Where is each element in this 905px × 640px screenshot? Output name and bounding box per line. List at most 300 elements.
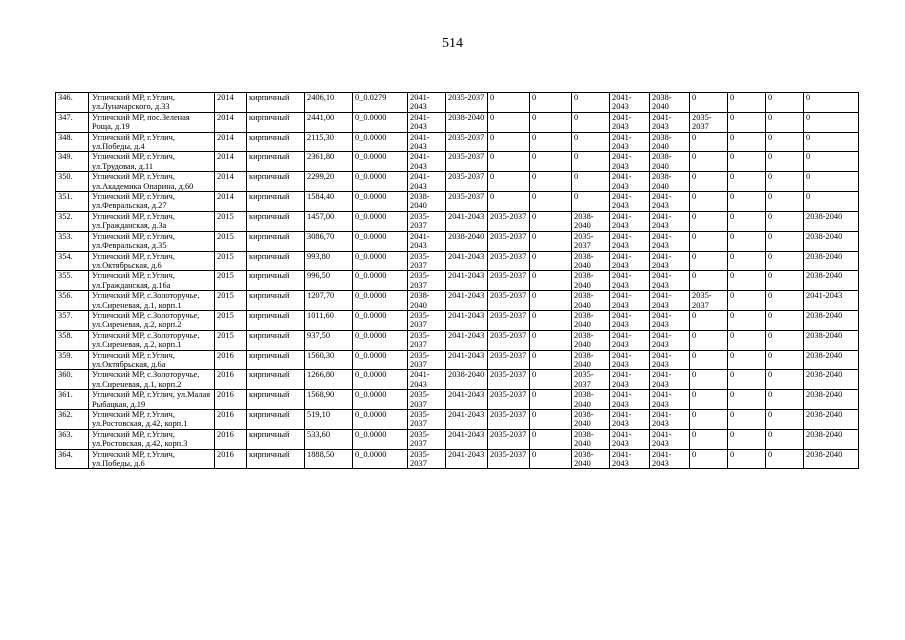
cell-period-3: 0 bbox=[488, 152, 530, 172]
cell-period-9: 0 bbox=[728, 192, 766, 212]
cell-period-5: 0 bbox=[572, 152, 610, 172]
cell-period-7: 2041-2043 bbox=[650, 370, 690, 390]
cell-period-9: 0 bbox=[728, 370, 766, 390]
cell-wall-material: кирпичный bbox=[247, 350, 305, 370]
cell-year: 2016 bbox=[215, 410, 247, 430]
cell-period-11: 2038-2040 bbox=[804, 449, 859, 469]
cell-period-4: 0 bbox=[530, 310, 572, 330]
cell-period-3: 2035-2037 bbox=[488, 410, 530, 430]
cell-period-10: 0 bbox=[766, 152, 804, 172]
cell-period-2: 2035-2037 bbox=[446, 172, 488, 192]
cell-area: 2361,80 bbox=[305, 152, 353, 172]
cell-year: 2014 bbox=[215, 152, 247, 172]
table-row bbox=[56, 152, 859, 172]
cell-period-2: 2041-2043 bbox=[446, 330, 488, 350]
cell-period-6: 2041-2043 bbox=[610, 112, 650, 132]
cell-year: 2015 bbox=[215, 310, 247, 330]
cell-area: 1457,00 bbox=[305, 211, 353, 231]
cell-wall-material: кирпичный bbox=[247, 390, 305, 410]
cell-period-1: 2035-2037 bbox=[408, 390, 446, 410]
cell-period-3: 0 bbox=[488, 93, 530, 113]
cell-wear-index: 0_0.0000 bbox=[353, 192, 408, 212]
cell-period-9: 0 bbox=[728, 429, 766, 449]
cell-period-7: 2041-2043 bbox=[650, 429, 690, 449]
cell-period-7: 2041-2043 bbox=[650, 211, 690, 231]
cell-period-7: 2041-2043 bbox=[650, 310, 690, 330]
cell-period-8: 2035-2037 bbox=[690, 112, 728, 132]
cell-area: 533,60 bbox=[305, 429, 353, 449]
cell-wall-material: кирпичный bbox=[247, 172, 305, 192]
cell-wear-index: 0_0.0000 bbox=[353, 112, 408, 132]
cell-address: Угличский МР, г.Углич, ул.Ростовская, д.42, корп.3 bbox=[89, 429, 215, 449]
cell-wear-index: 0_0.0000 bbox=[353, 449, 408, 469]
cell-period-3: 2035-2037 bbox=[488, 211, 530, 231]
table-row bbox=[56, 112, 859, 132]
cell-period-5: 2038-2040 bbox=[572, 429, 610, 449]
cell-address: Угличский МР, г.Углич, ул.Гражданская, д.16а bbox=[89, 271, 215, 291]
table-row bbox=[56, 350, 859, 370]
cell-row-number: 354. bbox=[56, 251, 89, 271]
cell-year: 2016 bbox=[215, 449, 247, 469]
cell-period-7: 2041-2043 bbox=[650, 390, 690, 410]
table-row bbox=[56, 251, 859, 271]
cell-period-5: 2035-2037 bbox=[572, 231, 610, 251]
cell-period-1: 2041-2043 bbox=[408, 132, 446, 152]
cell-period-3: 0 bbox=[488, 192, 530, 212]
cell-wear-index: 0_0.0000 bbox=[353, 390, 408, 410]
cell-row-number: 349. bbox=[56, 152, 89, 172]
cell-year: 2016 bbox=[215, 370, 247, 390]
cell-row-number: 353. bbox=[56, 231, 89, 251]
cell-period-5: 0 bbox=[572, 93, 610, 113]
cell-period-6: 2041-2043 bbox=[610, 350, 650, 370]
cell-period-2: 2041-2043 bbox=[446, 350, 488, 370]
cell-period-8: 0 bbox=[690, 370, 728, 390]
cell-period-10: 0 bbox=[766, 172, 804, 192]
cell-row-number: 361. bbox=[56, 390, 89, 410]
cell-period-1: 2035-2037 bbox=[408, 410, 446, 430]
cell-period-8: 0 bbox=[690, 211, 728, 231]
cell-year: 2015 bbox=[215, 251, 247, 271]
cell-row-number: 359. bbox=[56, 350, 89, 370]
cell-area: 996,50 bbox=[305, 271, 353, 291]
cell-period-8: 0 bbox=[690, 330, 728, 350]
cell-period-4: 0 bbox=[530, 330, 572, 350]
cell-period-5: 0 bbox=[572, 112, 610, 132]
cell-period-9: 0 bbox=[728, 152, 766, 172]
cell-period-11: 2038-2040 bbox=[804, 211, 859, 231]
cell-period-3: 2035-2037 bbox=[488, 449, 530, 469]
table-row bbox=[56, 93, 859, 113]
cell-period-9: 0 bbox=[728, 251, 766, 271]
cell-period-8: 0 bbox=[690, 429, 728, 449]
table-row bbox=[56, 390, 859, 410]
cell-period-9: 0 bbox=[728, 211, 766, 231]
cell-address: Угличский МР, с.Золоторучье, ул.Сиреневая, д.1, корп.1 bbox=[89, 291, 215, 311]
cell-period-8: 2035-2037 bbox=[690, 291, 728, 311]
cell-address: Угличский МР, г.Углич, ул.Трудовая, д.11 bbox=[89, 152, 215, 172]
cell-year: 2016 bbox=[215, 350, 247, 370]
cell-row-number: 362. bbox=[56, 410, 89, 430]
cell-address: Угличский МР, г.Углич, ул.Октябрьская, д.6 bbox=[89, 251, 215, 271]
cell-period-3: 2035-2037 bbox=[488, 390, 530, 410]
cell-period-8: 0 bbox=[690, 251, 728, 271]
cell-address: Угличский МР, с.Золоторучье, ул.Сиреневая, д.1, корп.2 bbox=[89, 370, 215, 390]
cell-period-2: 2041-2043 bbox=[446, 271, 488, 291]
cell-period-2: 2041-2043 bbox=[446, 390, 488, 410]
cell-period-8: 0 bbox=[690, 192, 728, 212]
cell-period-3: 0 bbox=[488, 172, 530, 192]
cell-period-3: 2035-2037 bbox=[488, 310, 530, 330]
cell-period-8: 0 bbox=[690, 449, 728, 469]
cell-period-5: 2038-2040 bbox=[572, 390, 610, 410]
page-number: 514 bbox=[442, 36, 463, 51]
cell-period-7: 2041-2043 bbox=[650, 251, 690, 271]
cell-period-6: 2041-2043 bbox=[610, 271, 650, 291]
cell-year: 2015 bbox=[215, 271, 247, 291]
cell-area: 1011,60 bbox=[305, 310, 353, 330]
cell-period-11: 2038-2040 bbox=[804, 370, 859, 390]
table-row bbox=[56, 429, 859, 449]
cell-address: Угличский МР, г.Углич, ул.Академика Опарина, д.60 bbox=[89, 172, 215, 192]
cell-period-8: 0 bbox=[690, 172, 728, 192]
cell-period-1: 2035-2037 bbox=[408, 251, 446, 271]
cell-address: Угличский МР, г.Углич, ул.Победы, д.6 bbox=[89, 449, 215, 469]
cell-period-8: 0 bbox=[690, 390, 728, 410]
cell-period-4: 0 bbox=[530, 291, 572, 311]
cell-row-number: 350. bbox=[56, 172, 89, 192]
cell-period-7: 2038-2040 bbox=[650, 152, 690, 172]
cell-wall-material: кирпичный bbox=[247, 132, 305, 152]
cell-address: Угличский МР, г.Углич, ул.Ростовская, д.42, корп.1 bbox=[89, 410, 215, 430]
table-row bbox=[56, 370, 859, 390]
cell-period-9: 0 bbox=[728, 291, 766, 311]
cell-area: 519,10 bbox=[305, 410, 353, 430]
cell-period-4: 0 bbox=[530, 132, 572, 152]
cell-period-8: 0 bbox=[690, 231, 728, 251]
cell-period-2: 2041-2043 bbox=[446, 429, 488, 449]
cell-period-6: 2041-2043 bbox=[610, 330, 650, 350]
cell-wear-index: 0_0.0000 bbox=[353, 291, 408, 311]
cell-period-9: 0 bbox=[728, 410, 766, 430]
cell-period-6: 2041-2043 bbox=[610, 410, 650, 430]
cell-period-6: 2041-2043 bbox=[610, 370, 650, 390]
cell-period-1: 2035-2037 bbox=[408, 310, 446, 330]
cell-period-2: 2038-2040 bbox=[446, 370, 488, 390]
cell-wall-material: кирпичный bbox=[247, 410, 305, 430]
table-row bbox=[56, 271, 859, 291]
cell-period-5: 2038-2040 bbox=[572, 330, 610, 350]
cell-period-4: 0 bbox=[530, 251, 572, 271]
cell-period-6: 2041-2043 bbox=[610, 132, 650, 152]
cell-period-11: 2038-2040 bbox=[804, 390, 859, 410]
cell-row-number: 346. bbox=[56, 93, 89, 113]
cell-period-2: 2041-2043 bbox=[446, 310, 488, 330]
cell-period-10: 0 bbox=[766, 330, 804, 350]
cell-period-6: 2041-2043 bbox=[610, 429, 650, 449]
cell-period-9: 0 bbox=[728, 172, 766, 192]
table-row bbox=[56, 132, 859, 152]
cell-area: 2406,10 bbox=[305, 93, 353, 113]
cell-year: 2014 bbox=[215, 93, 247, 113]
cell-period-10: 0 bbox=[766, 410, 804, 430]
cell-period-1: 2035-2037 bbox=[408, 429, 446, 449]
table-row bbox=[56, 330, 859, 350]
cell-period-11: 0 bbox=[804, 112, 859, 132]
cell-wall-material: кирпичный bbox=[247, 251, 305, 271]
cell-period-3: 2035-2037 bbox=[488, 271, 530, 291]
cell-row-number: 355. bbox=[56, 271, 89, 291]
cell-wear-index: 0_0.0000 bbox=[353, 429, 408, 449]
cell-period-7: 2041-2043 bbox=[650, 192, 690, 212]
cell-period-3: 2035-2037 bbox=[488, 370, 530, 390]
cell-period-5: 2038-2040 bbox=[572, 291, 610, 311]
cell-period-5: 2038-2040 bbox=[572, 271, 610, 291]
cell-period-1: 2035-2037 bbox=[408, 211, 446, 231]
cell-row-number: 364. bbox=[56, 449, 89, 469]
cell-period-3: 2035-2037 bbox=[488, 251, 530, 271]
cell-period-10: 0 bbox=[766, 429, 804, 449]
cell-period-3: 0 bbox=[488, 132, 530, 152]
cell-period-9: 0 bbox=[728, 390, 766, 410]
cell-period-11: 2038-2040 bbox=[804, 271, 859, 291]
cell-period-10: 0 bbox=[766, 231, 804, 251]
cell-row-number: 351. bbox=[56, 192, 89, 212]
cell-wall-material: кирпичный bbox=[247, 429, 305, 449]
cell-period-1: 2041-2043 bbox=[408, 93, 446, 113]
cell-period-6: 2041-2043 bbox=[610, 192, 650, 212]
cell-row-number: 347. bbox=[56, 112, 89, 132]
cell-period-2: 2035-2037 bbox=[446, 132, 488, 152]
cell-period-1: 2041-2043 bbox=[408, 172, 446, 192]
cell-period-6: 2041-2043 bbox=[610, 291, 650, 311]
cell-period-9: 0 bbox=[728, 350, 766, 370]
cell-address: Угличский МР, с.Золоторучье, ул.Сиреневая, д.2, корп.1 bbox=[89, 330, 215, 350]
cell-wall-material: кирпичный bbox=[247, 231, 305, 251]
cell-address: Угличский МР, г.Углич, ул.Малая Рыбацкая, д.19 bbox=[89, 390, 215, 410]
cell-row-number: 363. bbox=[56, 429, 89, 449]
table-row bbox=[56, 410, 859, 430]
cell-period-4: 0 bbox=[530, 112, 572, 132]
cell-address: Угличский МР, пос.Зеленая Роща, д.19 bbox=[89, 112, 215, 132]
cell-period-11: 0 bbox=[804, 93, 859, 113]
cell-wear-index: 0_0.0000 bbox=[353, 172, 408, 192]
cell-wear-index: 0_0.0000 bbox=[353, 271, 408, 291]
cell-period-10: 0 bbox=[766, 390, 804, 410]
cell-period-8: 0 bbox=[690, 132, 728, 152]
cell-wall-material: кирпичный bbox=[247, 112, 305, 132]
cell-wear-index: 0_0.0000 bbox=[353, 132, 408, 152]
cell-period-4: 0 bbox=[530, 429, 572, 449]
cell-year: 2015 bbox=[215, 330, 247, 350]
cell-period-1: 2038-2040 bbox=[408, 291, 446, 311]
cell-period-7: 2041-2043 bbox=[650, 231, 690, 251]
cell-year: 2015 bbox=[215, 211, 247, 231]
cell-period-5: 2038-2040 bbox=[572, 350, 610, 370]
cell-wear-index: 0_0.0000 bbox=[353, 330, 408, 350]
cell-area: 1584,40 bbox=[305, 192, 353, 212]
cell-address: Угличский МР, г.Углич, ул.Февральская, д.27 bbox=[89, 192, 215, 212]
cell-period-10: 0 bbox=[766, 370, 804, 390]
cell-period-3: 2035-2037 bbox=[488, 231, 530, 251]
cell-period-10: 0 bbox=[766, 291, 804, 311]
cell-period-5: 2035-2037 bbox=[572, 370, 610, 390]
cell-period-1: 2041-2043 bbox=[408, 152, 446, 172]
cell-period-11: 2038-2040 bbox=[804, 330, 859, 350]
cell-period-6: 2041-2043 bbox=[610, 251, 650, 271]
cell-period-2: 2041-2043 bbox=[446, 291, 488, 311]
cell-period-7: 2041-2043 bbox=[650, 449, 690, 469]
cell-period-7: 2038-2040 bbox=[650, 172, 690, 192]
cell-period-7: 2041-2043 bbox=[650, 112, 690, 132]
cell-wear-index: 0_0.0000 bbox=[353, 370, 408, 390]
cell-period-6: 2041-2043 bbox=[610, 93, 650, 113]
cell-period-4: 0 bbox=[530, 231, 572, 251]
cell-period-9: 0 bbox=[728, 132, 766, 152]
cell-row-number: 356. bbox=[56, 291, 89, 311]
cell-period-10: 0 bbox=[766, 112, 804, 132]
cell-year: 2015 bbox=[215, 231, 247, 251]
cell-period-1: 2041-2043 bbox=[408, 370, 446, 390]
cell-period-2: 2035-2037 bbox=[446, 93, 488, 113]
cell-period-5: 2038-2040 bbox=[572, 211, 610, 231]
cell-period-8: 0 bbox=[690, 93, 728, 113]
cell-year: 2016 bbox=[215, 390, 247, 410]
table-row bbox=[56, 211, 859, 231]
cell-year: 2014 bbox=[215, 172, 247, 192]
cell-area: 937,50 bbox=[305, 330, 353, 350]
cell-period-10: 0 bbox=[766, 211, 804, 231]
cell-period-6: 2041-2043 bbox=[610, 449, 650, 469]
cell-period-8: 0 bbox=[690, 310, 728, 330]
cell-period-2: 2035-2037 bbox=[446, 192, 488, 212]
cell-wall-material: кирпичный bbox=[247, 211, 305, 231]
cell-period-11: 2041-2043 bbox=[804, 291, 859, 311]
cell-year: 2016 bbox=[215, 429, 247, 449]
cell-period-11: 0 bbox=[804, 132, 859, 152]
cell-period-10: 0 bbox=[766, 310, 804, 330]
cell-address: Угличский МР, г.Углич, ул.Победы, д.4 bbox=[89, 132, 215, 152]
cell-period-6: 2041-2043 bbox=[610, 390, 650, 410]
cell-period-7: 2038-2040 bbox=[650, 132, 690, 152]
cell-area: 2299,20 bbox=[305, 172, 353, 192]
cell-wall-material: кирпичный bbox=[247, 152, 305, 172]
table-row bbox=[56, 192, 859, 212]
cell-period-4: 0 bbox=[530, 271, 572, 291]
cell-wall-material: кирпичный bbox=[247, 310, 305, 330]
cell-period-8: 0 bbox=[690, 271, 728, 291]
cell-wear-index: 0_0.0000 bbox=[353, 211, 408, 231]
housing-register-table bbox=[55, 92, 859, 469]
cell-period-1: 2035-2037 bbox=[408, 271, 446, 291]
cell-period-11: 2038-2040 bbox=[804, 429, 859, 449]
cell-period-3: 0 bbox=[488, 112, 530, 132]
cell-period-10: 0 bbox=[766, 449, 804, 469]
cell-period-2: 2041-2043 bbox=[446, 410, 488, 430]
cell-wear-index: 0_0.0000 bbox=[353, 310, 408, 330]
cell-wear-index: 0_0.0000 bbox=[353, 350, 408, 370]
cell-period-5: 0 bbox=[572, 132, 610, 152]
cell-period-1: 2041-2043 bbox=[408, 112, 446, 132]
cell-period-3: 2035-2037 bbox=[488, 330, 530, 350]
cell-period-5: 2038-2040 bbox=[572, 410, 610, 430]
cell-period-5: 2038-2040 bbox=[572, 251, 610, 271]
cell-period-2: 2041-2043 bbox=[446, 211, 488, 231]
cell-period-1: 2038-2040 bbox=[408, 192, 446, 212]
cell-period-9: 0 bbox=[728, 112, 766, 132]
cell-period-11: 2038-2040 bbox=[804, 310, 859, 330]
cell-period-4: 0 bbox=[530, 370, 572, 390]
cell-address: Угличский МР, с.Золоторучье, ул.Сиреневая, д.2, корп.2 bbox=[89, 310, 215, 330]
cell-wear-index: 0_0.0000 bbox=[353, 152, 408, 172]
cell-address: Угличский МР, г.Углич, ул.Гражданская, д.3а bbox=[89, 211, 215, 231]
cell-area: 2441,00 bbox=[305, 112, 353, 132]
cell-address: Угличский МР, г.Углич, ул.Луначарского, д.33 bbox=[89, 93, 215, 113]
cell-period-1: 2035-2037 bbox=[408, 449, 446, 469]
cell-period-11: 2038-2040 bbox=[804, 231, 859, 251]
cell-address: Угличский МР, г.Углич, ул.Октябрьская, д.6а bbox=[89, 350, 215, 370]
cell-wear-index: 0_0.0000 bbox=[353, 231, 408, 251]
cell-period-4: 0 bbox=[530, 93, 572, 113]
cell-period-1: 2035-2037 bbox=[408, 350, 446, 370]
cell-period-2: 2041-2043 bbox=[446, 251, 488, 271]
cell-address: Угличский МР, г.Углич, ул.Февральская, д.35 bbox=[89, 231, 215, 251]
cell-period-7: 2041-2043 bbox=[650, 350, 690, 370]
cell-period-9: 0 bbox=[728, 330, 766, 350]
cell-row-number: 360. bbox=[56, 370, 89, 390]
cell-period-9: 0 bbox=[728, 271, 766, 291]
cell-period-3: 2035-2037 bbox=[488, 291, 530, 311]
cell-period-8: 0 bbox=[690, 410, 728, 430]
cell-period-4: 0 bbox=[530, 172, 572, 192]
cell-wear-index: 0_0.0000 bbox=[353, 251, 408, 271]
cell-period-6: 2041-2043 bbox=[610, 172, 650, 192]
cell-row-number: 348. bbox=[56, 132, 89, 152]
cell-year: 2014 bbox=[215, 112, 247, 132]
cell-period-7: 2041-2043 bbox=[650, 271, 690, 291]
cell-period-2: 2038-2040 bbox=[446, 231, 488, 251]
cell-period-10: 0 bbox=[766, 251, 804, 271]
cell-period-11: 2038-2040 bbox=[804, 350, 859, 370]
cell-period-5: 0 bbox=[572, 192, 610, 212]
cell-year: 2015 bbox=[215, 291, 247, 311]
cell-period-10: 0 bbox=[766, 132, 804, 152]
cell-year: 2014 bbox=[215, 192, 247, 212]
cell-wall-material: кирпичный bbox=[247, 192, 305, 212]
cell-period-7: 2041-2043 bbox=[650, 291, 690, 311]
table-row bbox=[56, 449, 859, 469]
cell-wall-material: кирпичный bbox=[247, 291, 305, 311]
cell-period-5: 2038-2040 bbox=[572, 310, 610, 330]
cell-period-4: 0 bbox=[530, 192, 572, 212]
cell-period-9: 0 bbox=[728, 93, 766, 113]
cell-period-10: 0 bbox=[766, 93, 804, 113]
cell-period-7: 2041-2043 bbox=[650, 330, 690, 350]
cell-area: 1888,50 bbox=[305, 449, 353, 469]
cell-period-11: 0 bbox=[804, 192, 859, 212]
cell-period-3: 2035-2037 bbox=[488, 350, 530, 370]
cell-period-1: 2035-2037 bbox=[408, 330, 446, 350]
cell-period-4: 0 bbox=[530, 350, 572, 370]
cell-wall-material: кирпичный bbox=[247, 330, 305, 350]
cell-row-number: 352. bbox=[56, 211, 89, 231]
cell-year: 2014 bbox=[215, 132, 247, 152]
cell-area: 1207,70 bbox=[305, 291, 353, 311]
cell-period-8: 0 bbox=[690, 350, 728, 370]
cell-area: 1568,90 bbox=[305, 390, 353, 410]
cell-period-6: 2041-2043 bbox=[610, 231, 650, 251]
cell-wear-index: 0_0.0000 bbox=[353, 410, 408, 430]
